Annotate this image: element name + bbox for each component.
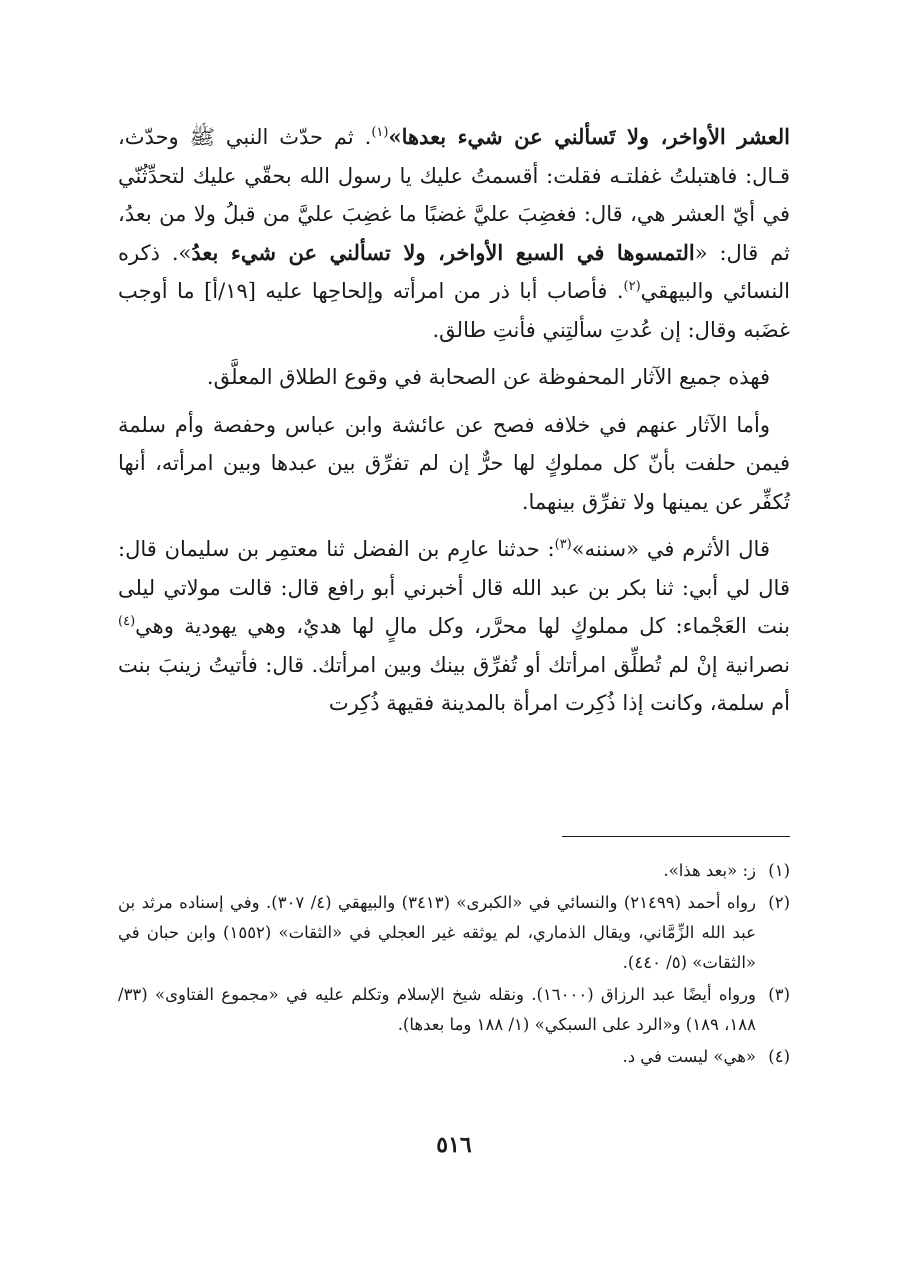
bold-text: التمسوها في السبع الأواخر، ولا تسألني عن شيء بعدُ <box>191 239 695 265</box>
text-run: . ثم حدّث النبي ﷺ وحدّث، قـال: فاهتبلتُ غفلتـه فقلت: أقسمتُ عليك يا رسول الله بحقّي عليك لتحدِّثُنّي في أيّ العشر هي، قال: فغضِبَ عليَّ غضبًا ما غضِبَ عليَّ من قبلُ ولا من بعدُ، ثم قال: « <box>118 125 791 265</box>
footnote-number: (١) <box>768 861 790 880</box>
footnote-1 <box>118 856 790 886</box>
text-run: ». ذكره النسائي والبيهقي <box>118 240 790 303</box>
footnote-number: (٤) <box>768 1047 790 1066</box>
footnote-number: (٢) <box>768 893 790 912</box>
book-page <box>118 118 791 1158</box>
footnote-ref: (٢) <box>623 279 641 294</box>
footnote-text: رواه أحمد (٢١٤٩٩) والنسائي في «الكبرى» (٣٤١٣) والبيهقي (٤/ ٣٠٧). وفي إسناده مرثد بن عبد الله الزِّمَّاني، ويقال الذماري، لم يوثقه غير العجلي في «الثقات» (١٥٥٢) وابن حبان في «الثقات» (٥/ ٤٤٠). <box>118 893 757 972</box>
footnote-text: ورواه أيضًا عبد الرزاق (١٦٠٠٠). ونقله شيخ الإسلام وتكلم عليه في «مجموع الفتاوى» (٣٣/ ١٨٨، ١٨٩) و«الرد على السبكي» (١/ ١٨٨ وما بعدها). <box>118 985 756 1034</box>
text-run: نصرانية إنْ لم تُطلِّق امرأتك أو تُفرِّق بينك وبين امرأتك. قال: فأتيتُ زينبَ بنت أم سلمة، وكانت إذا ذُكِرت امرأة بالمدينة فقيهة ذُكِرت <box>118 652 790 715</box>
footnote-ref: (٤) <box>118 614 136 629</box>
text-run: : حدثنا عارِم بن الفضل ثنا معتمِر بن سليمان قال: قال لي أبي: ثنا بكر بن عبد الله قال أخبرني أبو رافع قال: قالت مولاتي ليلى بنت العَجْماء: كل مملوكٍ لها محرَّر، وكل مالٍ لها هديٌ، وهي يهودية وهي <box>118 537 790 638</box>
text-run: فهذه جميع الآثار المحفوظة عن الصحابة في وقوع الطلاق المعلَّق. <box>206 365 770 389</box>
paragraph-3 <box>118 406 790 522</box>
paragraph-2 <box>118 358 790 397</box>
paragraph-1 <box>118 118 790 349</box>
text-run: قال الأثرم في «سننه» <box>571 537 770 561</box>
footnote-text: ز: «بعد هذا». <box>663 861 756 880</box>
footnote-4 <box>118 1042 790 1072</box>
main-text <box>118 118 790 723</box>
footnote-divider <box>562 836 790 837</box>
bold-text: العشر الأواخر، ولا تَسألني عن شيء بعدها» <box>388 124 790 149</box>
page-number: ٥١٦ <box>436 1132 472 1158</box>
footnote-ref: (٣) <box>554 537 572 552</box>
footnote-text: «هي» ليست في د. <box>622 1047 756 1066</box>
footnote-ref: (١) <box>371 125 389 140</box>
text-run: وأما الآثار عنهم في خلافه فصح عن عائشة وابن عباس وحفصة وأم سلمة فيمن حلفت بأنّ كل مملوكٍ لها حرٌّ إن لم تفرِّق بين عبدها وبين امرأته، أنها تُكفِّر عن يمينها ولا تفرِّق بينهما. <box>118 412 790 514</box>
footnotes <box>118 856 790 1074</box>
paragraph-4 <box>118 530 790 723</box>
footnote-3 <box>118 980 790 1040</box>
text-run: . فأصاب أبا ذر من امرأته وإلحاحِها عليه [١٩/أ] ما أوجب غضَبه وقال: إن عُدتِ سألتِني فأنتِ طالق. <box>118 279 790 342</box>
footnote-2 <box>118 888 790 978</box>
footnote-number: (٣) <box>768 985 790 1004</box>
